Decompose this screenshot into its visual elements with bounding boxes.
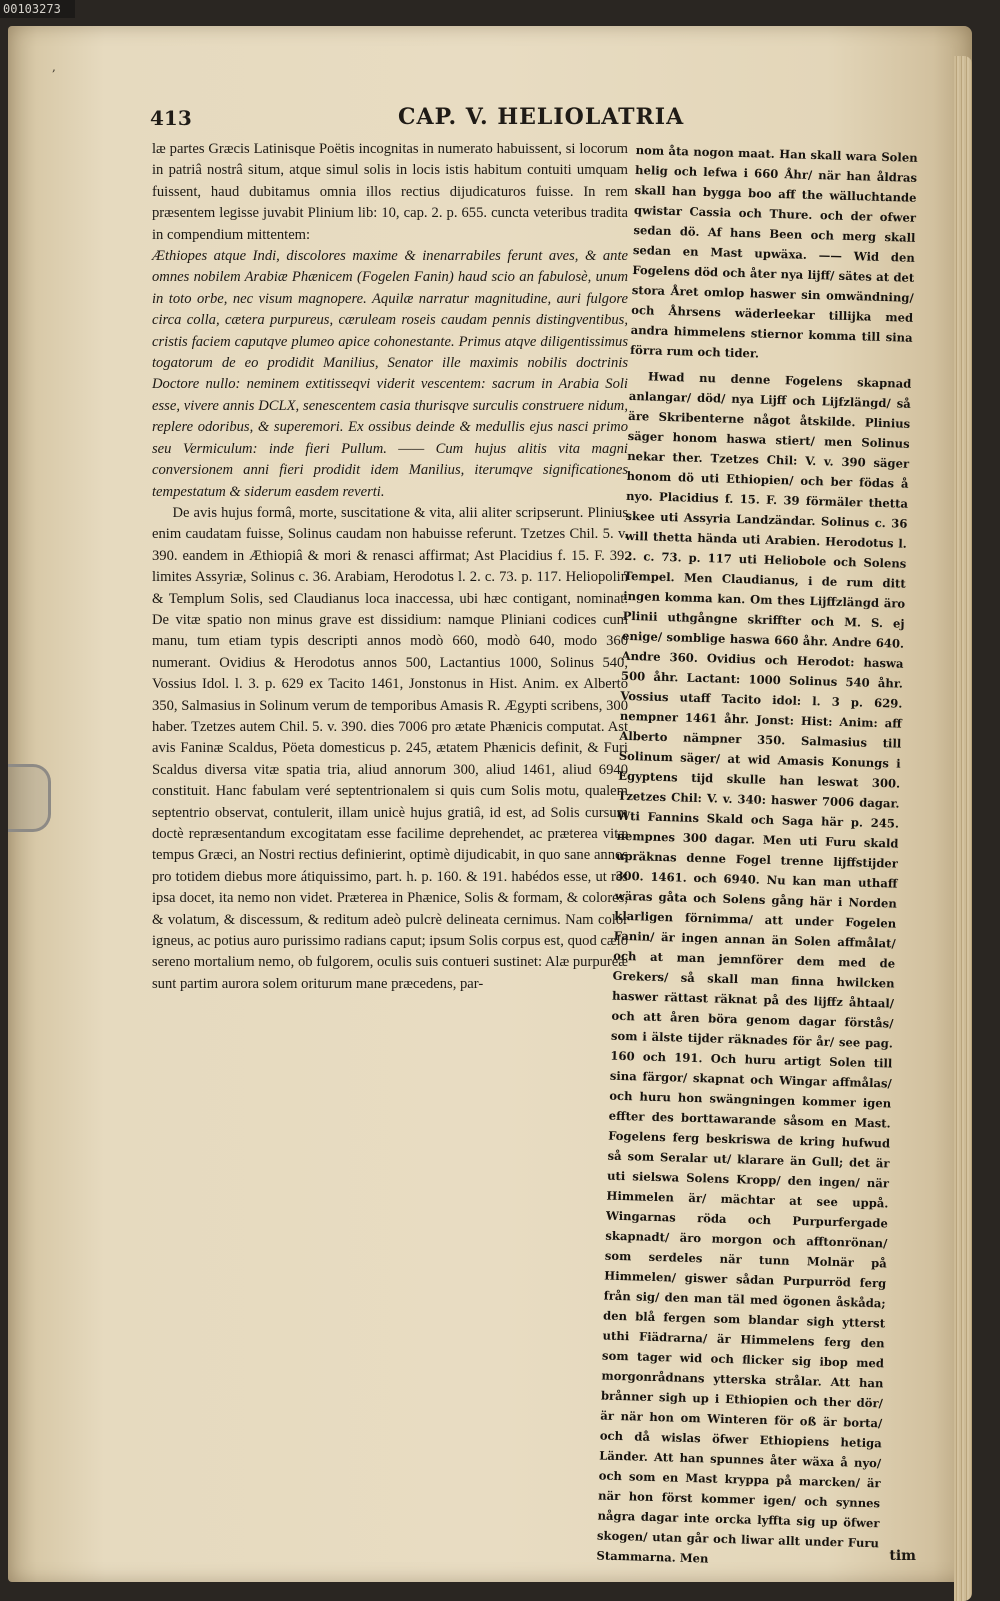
chapter-title: CAP. V. HELIOLATRIA <box>398 104 685 130</box>
page-mark: , <box>52 60 56 74</box>
swedish-paragraph-1: nom åta nogon maat. Han skall wara Solen helig och lefwa i 660 Åhr/ när han åldras skall han bygga boo aff the wälluchtande qwistar Cassia och Thure. och der ofwer sedan dö. Af hans Been och merg skall sedan en Mast upwäxa. —— Wid den Fogelens död och åter nya lijff/ sätes at det stora Året omlop haswer sin omwändning/ och Åhrsens wäderleekar tillijka med andra himmelens stiernor komma till sina förra rum och tider. <box>629 142 918 361</box>
pliny-quotation: Æthiopes atque Indi, discolores maxime & inenarrabiles ferunt aves, & ante omnes nobilem Arabiæ Phænicem (Fogelen Fanin) haud scio an fabulosè, unum in toto orbe, nec visum magnopere. Aquilæ narratur magnitudine, auri fulgore circa colla, cætera purpureus, cæruleam roseis caudam pennis distingventibus, cristis faciem caputqve plumeo apice cohonestante. Primus atqve diligentissimus togatorum de eo prodidit Manilius, Senator ille maximis nobilis doctrinis Doctore nullo: neminem extitisseqvi viderit vescentem: sacrum in Arabia Soli esse, vivere annis DCLX, senescentem casia thurisqve surculis construere nidum, replere odoribus, & superemori. Ex ossibus deinde & medullis ejus nasci primo seu Vermiculum: inde fieri Pullum. —— Cum hujus alitis vita magni conversionem anni fieri prodidit idem Manilius, iterumqve significationes tempestatum & siderum easdem reverti. <box>152 248 628 500</box>
latin-column <box>152 139 628 995</box>
page-number: 413 <box>150 106 192 130</box>
page-header <box>150 104 840 134</box>
binding-clip <box>8 764 51 832</box>
swedish-column <box>596 140 918 1573</box>
page-edge <box>954 56 972 1601</box>
swedish-paragraph-2: Hwad nu denne Fogelens skapnad anlangar/ död/ nya Lijff och Lijfzlängd/ så äre Skribenterne något åtskilde. Plinius säger honom haswa stiert/ men Solinus nekar ther. Tzetzes Chil: V. v. 390 säger honom dö uti Ethiopien/ och ber födas å nyo. Placidius f. 15. F. 39 förmäler thetta skee uti Assyria Landzändar. Solinus c. 36 will thetta hända uti Arabien. Herodotus l. 2. c. 73. p. 117 uti Heliobole och Solens Tempel. Men Claudianus, i de rum ditt ingen komma kan. Om thes Lijffzlängd äro Plinii uthgångne skriffter och M. S. ej enige/ somblige haswa 660 åhr. Andre 640. Andre 360. Ovidius och Herodot: haswa 500 åhr. Lactant: 1000 Solinus 540 åhr. Vossius utaff Tacito idol: l. 3 p. 629. nempner 1461 åhr. Jonst: Hist: Anim: aff Alberto nämpner 350. Salmasius till Solinum säger/ at wid Amasis Konungs i Egyptens tijd skulle han leswat 300. Tzetzes Chil: V. v. 340: haswer 7006 dagar. Wti Fannins Skald och Saga här p. 245. nempnes 300 dagar. Men uti Furu skald upräknas denne Fogel trenne lijffstijder 300. 1461. och 6940. Nu kan man uthaff wäras gåta och Solens gång här i Norden klarligen förnimma/ att under Fogelen Fanin/ är ingen annan än Solen affmålat/ och at man jemnförer dem med de Grekers/ så skall man finna hwilcken haswer rättast räknat på des lijffz åhtaal/ och att åren böra genom dagar förstås/ som i älste tijder räknades för år/ see pag. 160 och 191. Och huru artigt Solen till sina färgor/ skapnat och Wingar affmålas/ och huru hon swängningen kommer igen effter des borttawarande såsom en Mast. Fogelens ferg beskriswa de kring hufwud så som Seralar ut/ klarare än Gull; det är uti sielswa Solens Kropp/ den ingen/ när Himmelen är/ mächtar at see uppå. Wingarnas röda och Purpurfergade skapnadt/ äro morgon och afftonrönan/ som serdeles när tunn Molnär på Himmelen/ giswer sådan Purpurröd ferg från sig/ den man täl med ögonen åskåda; den blå fergen som blandar sigh ytterst uthi Fiädrarna/ är Himmelens ferg den som tager wid och flicker sig ibop med morgonrådnans ytterska strålar. Att han brånner sigh up i Ethiopien och ther dör/ är när hon om Winteren för oß är borta/ och då wislas öfwer Ethiopiens hetiga Länder. Att han spunnes åter wäxa å nyo/ och som en Mast kryppa på marcken/ är när hon först kommer igen/ och synnes några dagar inte orcka lyffta sig up öfwer skogen/ utan går och liwar allt under Furu Stammarna. Men <box>596 369 912 1566</box>
catchword: tim <box>889 1548 916 1564</box>
latin-paragraph-2: De avis hujus formâ, morte, suscitatione & vita, alii aliter scripserunt. Plinius enim caudatam fuisse, Solinus caudam non habuisse referunt. Tzetzes Chil. 5. v. 390. eandem in Æthiopiâ & mori & renasci affirmat; Ast Placidius f. 15. F. 39. limites Assyriæ, Solinus c. 36. Arabiam, Herodotus l. 2. c. 73. p. 117. Heliopolin & Templum Solis, sed Claudianus loca inaccessa, ubi hæc contigant, nominat. De vitæ spatio non minus grave est dissidium: namque Pliniani codices cum manu, tum etiam typis descripti annos modò 660, modò 640, modo 360 numerant. Ovidius & Herodotus annos 500, Lactantius 1000, Solinus 540, Vossius Idol. l. 3. p. 629 ex Tacito 1461, Jonstonus in Hist. Anim. ex Alberto 350, Salmasius in Solinum verum de temporibus Amasis R. Ægypti scribens, 300 haber. Tzetzes autem Chil. 5. v. 390. dies 7006 pro ætate Phænicis computat. Ast avis Faninæ Scaldus, Pöeta domesticus p. 245, ætatem Phænicis definit, & Furi Scaldus diversa vitæ spatia tria, aliud annorum 300, aliud 1461, aliud 6940 constituit. Hanc fabulam veré septentrionalem si quis cum Solis motu, qualem septentrio observat, contulerit, illam unicè hujus gratiâ, id est, ad Solis cursum doctè repræsentandum excogitatam esse facilime deprehendet, ac præterea vitæ tempus Græci, an Nostri rectius definierint, optimè dijudicabit, in quo sane annos pro totidem diebus more átiquissimo, part. h. p. 160. & 191. habédos esse, ut res ipsa docet, ita nemo non videt. Præterea in Phænice, Solis & formam, & colores, & volatum, & discessum, & reditum adeò pulcrè delineata cernimus. Nam color igneus, ac potius auro purissimo radians caput; ipsum Solis corpus est, quod cælo sereno mortalium nemo, ob fulgorem, oculis suis contueri sustinet: Alæ purpureæ sunt partim aurora solem oriturum mane præcedens, par- <box>152 504 628 992</box>
latin-paragraph-1: læ partes Græcis Latinisque Poëtis incognitas in numerato habuissent, si locorum in patriâ nostrâ situm, atque simul solis in locis istis habitum contuiti umquam fuissent, haud dubitamus omnia illos rectius dijudicaturos fuisse. In rem præsentem legisse juvabit Plinium lib: 10, cap. 2. p. 655. cuncta veteribus tradita in compendium mittentem: <box>152 141 628 243</box>
scan-id-label: 00103273 <box>0 0 75 18</box>
